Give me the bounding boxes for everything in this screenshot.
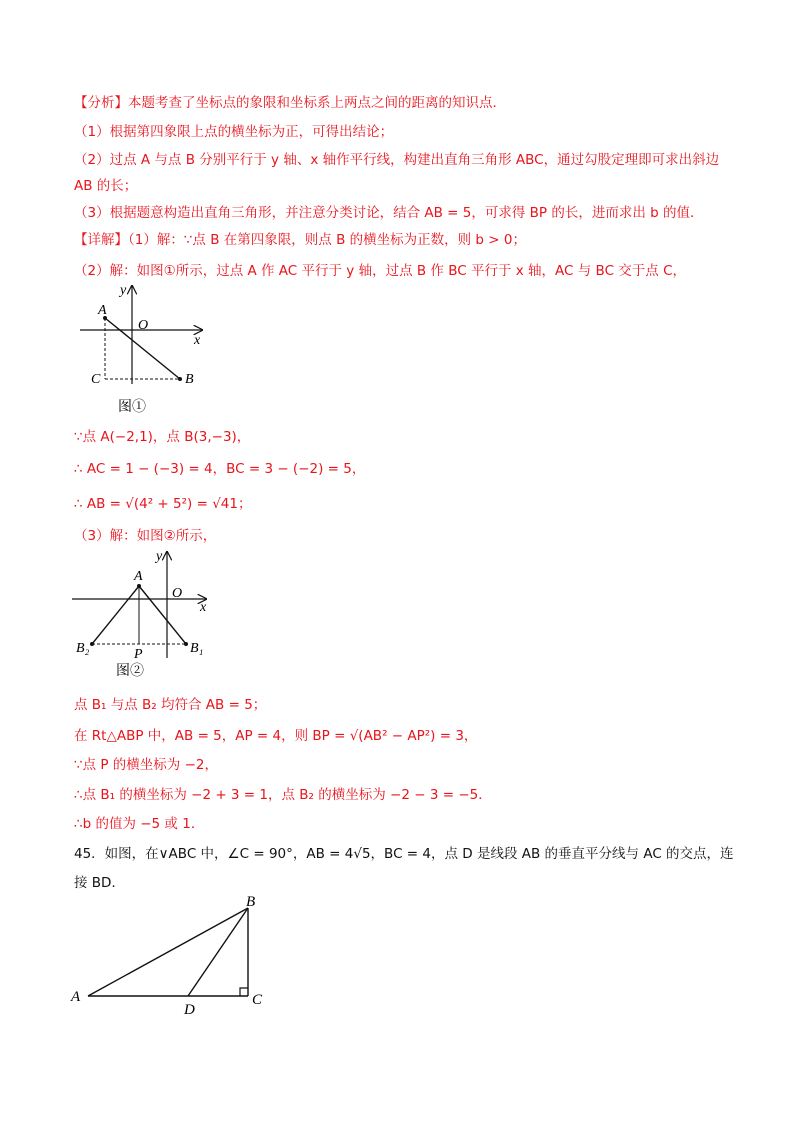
fig2-label-o: O — [172, 586, 183, 601]
fig1-label-b: B — [185, 372, 194, 387]
fig3-label-c: C — [252, 992, 263, 1008]
figure-1 — [80, 282, 240, 422]
detail-line-3: ∵点 A(−2,1)，点 B(3,−3)， — [74, 429, 251, 445]
fig2-point-b1 — [184, 642, 188, 646]
detail-line-8: 在 Rt△ABP 中，AB = 5，AP = 4，则 BP = √(AB² − AP²) = 3， — [74, 728, 478, 744]
problem-45-line-1: 45．如图，在∨ABC 中，∠C = 90°，AB = 4√5，BC = 4，点 D 是线段 AB 的垂直平分线与 AC 的交点，连 — [74, 846, 734, 862]
fig3-label-a: A — [71, 989, 81, 1005]
fig3-right-angle-mark — [240, 988, 248, 996]
fig1-label-c: C — [91, 372, 101, 387]
fig2-label-y: y — [156, 549, 163, 564]
fig2-caption: 图② — [116, 664, 144, 679]
fig2-label-p: P — [134, 647, 143, 662]
fig2-point-b2 — [90, 642, 94, 646]
detail-line-5: ∴ AB = √(4² + 5²) = √41； — [74, 496, 252, 512]
fig3-segment-ab — [88, 908, 248, 996]
detail-line-1: 【详解】（1）解：∵点 B 在第四象限，则点 B 的横坐标为正数，则 b > 0； — [74, 232, 526, 248]
analysis-line-5: （3）根据题意构造出直角三角形，并注意分类讨论，结合 AB = 5，可求得 BP 的长，进而求出 b 的值． — [74, 205, 704, 221]
fig1-caption: 图① — [118, 400, 146, 415]
fig2-label-a: A — [134, 569, 143, 584]
fig2-point-a — [137, 584, 141, 588]
fig1-label-x: x — [194, 333, 201, 348]
fig1-label-o: O — [138, 318, 149, 333]
detail-line-6: （3）解：如图②所示， — [74, 528, 217, 544]
detail-line-2: （2）解：如图①所示，过点 A 作 AC 平行于 y 轴，过点 B 作 BC 平行于 x 轴，AC 与 BC 交于点 C， — [74, 263, 687, 279]
detail-line-10: ∴点 B₁ 的横坐标为 −2 + 3 = 1，点 B₂ 的横坐标为 −2 − 3 = −5． — [74, 787, 492, 803]
fig1-label-y: y — [120, 283, 127, 298]
detail-line-7: 点 B₁ 与点 B₂ 均符合 AB = 5； — [74, 697, 267, 713]
fig3-label-d: D — [184, 1002, 195, 1018]
detail-line-9: ∵点 P 的横坐标为 −2， — [74, 757, 219, 773]
analysis-line-2: （1）根据第四象限上点的横坐标为正，可得出结论； — [74, 124, 394, 140]
figure-3 — [64, 890, 284, 1020]
fig2-label-x: x — [200, 600, 207, 615]
fig2-label-b1: B₁ — [190, 641, 204, 656]
fig2-segment-ab2 — [92, 586, 139, 644]
detail-line-4: ∴ AC = 1 − (−3) = 4，BC = 3 − (−2) = 5， — [74, 461, 366, 477]
figure-2 — [70, 548, 230, 680]
fig3-label-b: B — [246, 894, 256, 910]
analysis-line-1: 【分析】本题考查了坐标点的象限和坐标系上两点之间的距离的知识点． — [74, 95, 506, 111]
fig1-point-b — [178, 377, 182, 381]
fig3-segment-bd — [188, 908, 248, 996]
analysis-line-3: （2）过点 A 与点 B 分别平行于 y 轴、x 轴作平行线，构建出直角三角形 ABC，通过勾股定理即可求出斜边 — [74, 152, 720, 168]
detail-line-11: ∴b 的值为 −5 或 1． — [74, 816, 205, 832]
analysis-line-4: AB 的长； — [74, 178, 138, 194]
fig2-label-b2: B₂ — [76, 641, 90, 656]
problem-45-line-2: 接 BD． — [74, 875, 125, 891]
fig1-label-a: A — [98, 303, 107, 318]
